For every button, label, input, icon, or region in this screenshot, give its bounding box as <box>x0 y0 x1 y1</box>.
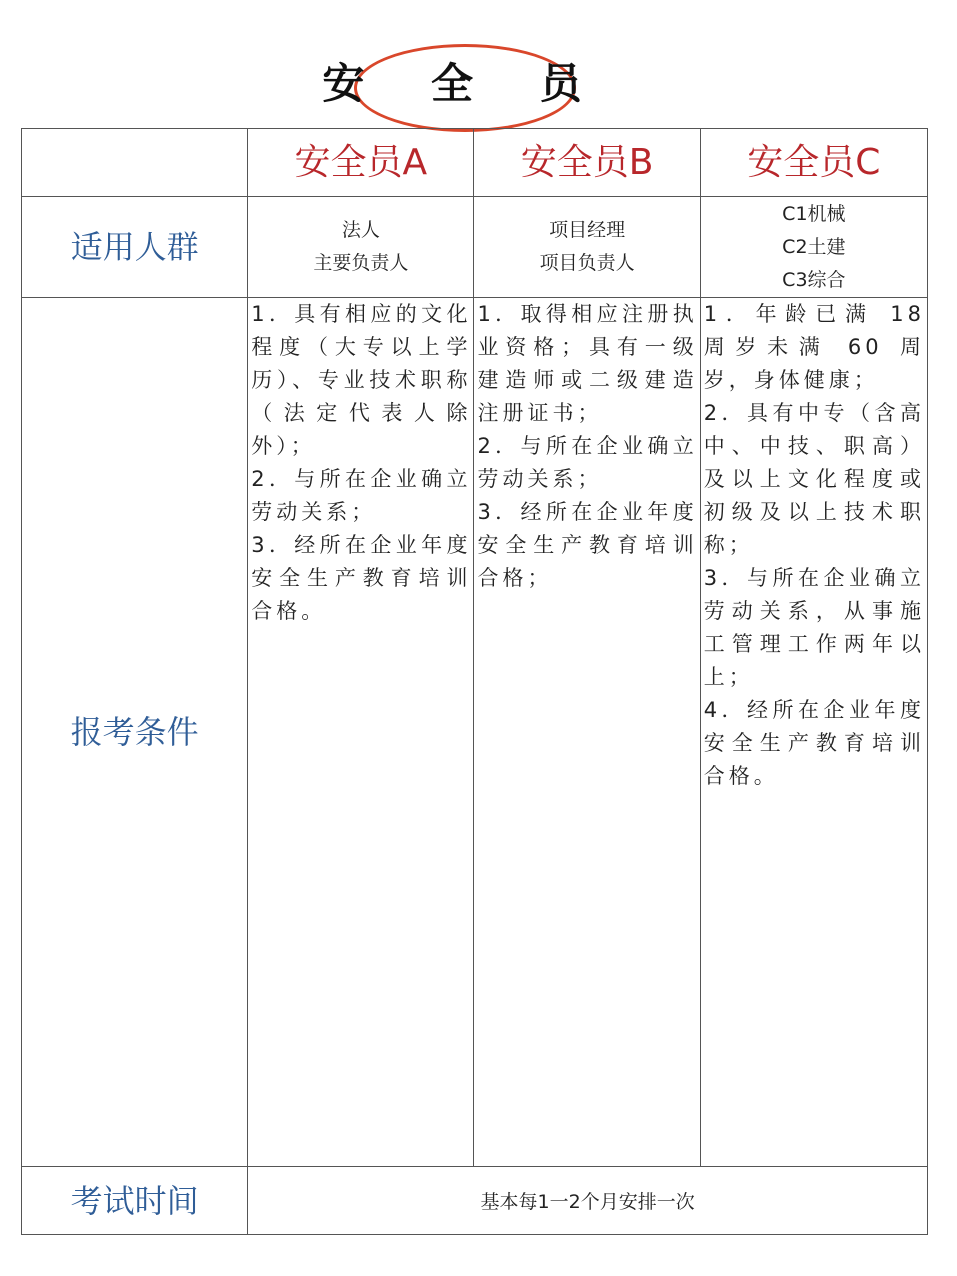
requirements-c <box>700 298 927 1167</box>
page-title: 安 全 员 <box>322 59 608 108</box>
safety-officer-table <box>21 128 928 1235</box>
people-label: 适用人群 <box>22 197 248 298</box>
requirements-label: 报考条件 <box>22 298 248 1167</box>
exam-time-row <box>22 1167 928 1235</box>
req-a-3: 3．经所在企业年度安全生产教育培训合格。 <box>251 533 472 623</box>
people-a-2: 主要负责人 <box>313 252 409 274</box>
corner-cell <box>22 129 248 197</box>
req-b-3: 3．经所在企业年度安全生产教育培训合格； <box>477 500 698 590</box>
req-b-2: 2．与所在企业确立劳动关系； <box>477 434 698 491</box>
requirements-b <box>474 298 700 1167</box>
people-c-2: C2土建 <box>782 235 846 258</box>
people-c-1: C1机械 <box>782 202 846 225</box>
req-c-3: 3．与所在企业确立劳动关系，从事施工管理工作两年以上； <box>703 566 925 689</box>
people-row <box>22 197 928 298</box>
people-b-2: 项目负责人 <box>539 252 635 274</box>
req-c-4: 4．经所在企业年度安全生产教育培训合格。 <box>703 698 925 788</box>
exam-time-label: 考试时间 <box>22 1167 248 1235</box>
requirements-row <box>22 298 928 1167</box>
people-b <box>474 197 700 298</box>
req-c-2: 2．具有中专（含高中、中技、职高）及以上文化程度或初级及以上技术职称； <box>703 401 925 557</box>
header-b: 安全员B <box>474 129 700 197</box>
req-b-1: 1．取得相应注册执业资格；具有一级建造师或二级建造注册证书； <box>477 302 698 425</box>
requirements-a <box>248 298 474 1167</box>
header-c: 安全员C <box>700 129 927 197</box>
req-a-2: 2．与所在企业确立劳动关系； <box>251 467 472 524</box>
header-row <box>22 129 928 197</box>
header-a: 安全员A <box>248 129 474 197</box>
exam-time-value: 基本每1一2个月安排一次 <box>248 1167 928 1235</box>
people-c-3: C3综合 <box>782 268 846 291</box>
people-a-1: 法人 <box>341 219 380 241</box>
people-c <box>700 197 927 298</box>
req-c-1: 1．年龄已满 18 周岁未满 60 周岁，身体健康； <box>703 302 925 392</box>
req-a-1: 1．具有相应的文化程度（大专以上学历）、专业技术职称（法定代表人除外）； <box>251 302 472 458</box>
people-b-1: 项目经理 <box>549 219 626 241</box>
people-a <box>248 197 474 298</box>
